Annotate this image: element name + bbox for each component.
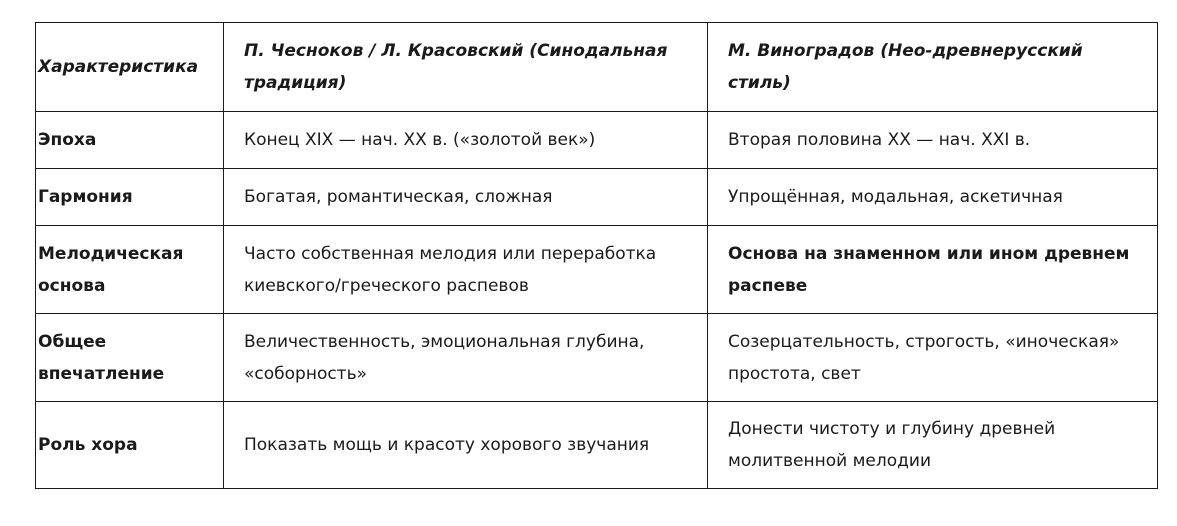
cell-synodal: Конец XIX — нач. XX в. («золотой век») bbox=[224, 112, 708, 169]
cell-synodal: Часто собственная мелодия или переработка киевского/греческого распевов bbox=[224, 226, 708, 314]
cell-neo-old-russian: Донести чистоту и глубину древней молитвенной мелодии bbox=[708, 402, 1158, 489]
cell-synodal: Богатая, романтическая, сложная bbox=[224, 169, 708, 226]
table-row bbox=[36, 314, 1158, 402]
row-label: Роль хора bbox=[36, 402, 224, 489]
row-label: Гармония bbox=[36, 169, 224, 226]
cell-neo-old-russian: Упрощённая, модальная, аскетичная bbox=[708, 169, 1158, 226]
row-label: Мелодическая основа bbox=[36, 226, 224, 314]
cell-synodal: Величественность, эмоциональная глубина, «соборность» bbox=[224, 314, 708, 402]
cell-neo-old-russian: Основа на знаменном или ином древнем распеве bbox=[708, 226, 1158, 314]
cell-neo-old-russian: Созерцательность, строгость, «иноческая» простота, свет bbox=[708, 314, 1158, 402]
row-label: Эпоха bbox=[36, 112, 224, 169]
row-label: Общее впечатление bbox=[36, 314, 224, 402]
header-cell-chesnokov-krasovsky: П. Чесноков / Л. Красовский (Синодальная традиция) bbox=[224, 23, 708, 112]
table-row bbox=[36, 169, 1158, 226]
table-row bbox=[36, 226, 1158, 314]
cell-neo-old-russian: Вторая половина XX — нач. XXI в. bbox=[708, 112, 1158, 169]
cell-synodal: Показать мощь и красоту хорового звучания bbox=[224, 402, 708, 489]
table-header-row bbox=[36, 23, 1158, 112]
header-cell-characteristic: Характеристика bbox=[36, 23, 224, 112]
comparison-table bbox=[35, 22, 1158, 489]
header-cell-vinogradov: М. Виноградов (Нео-древнерусский стиль) bbox=[708, 23, 1158, 112]
table-row bbox=[36, 112, 1158, 169]
table-row bbox=[36, 402, 1158, 489]
